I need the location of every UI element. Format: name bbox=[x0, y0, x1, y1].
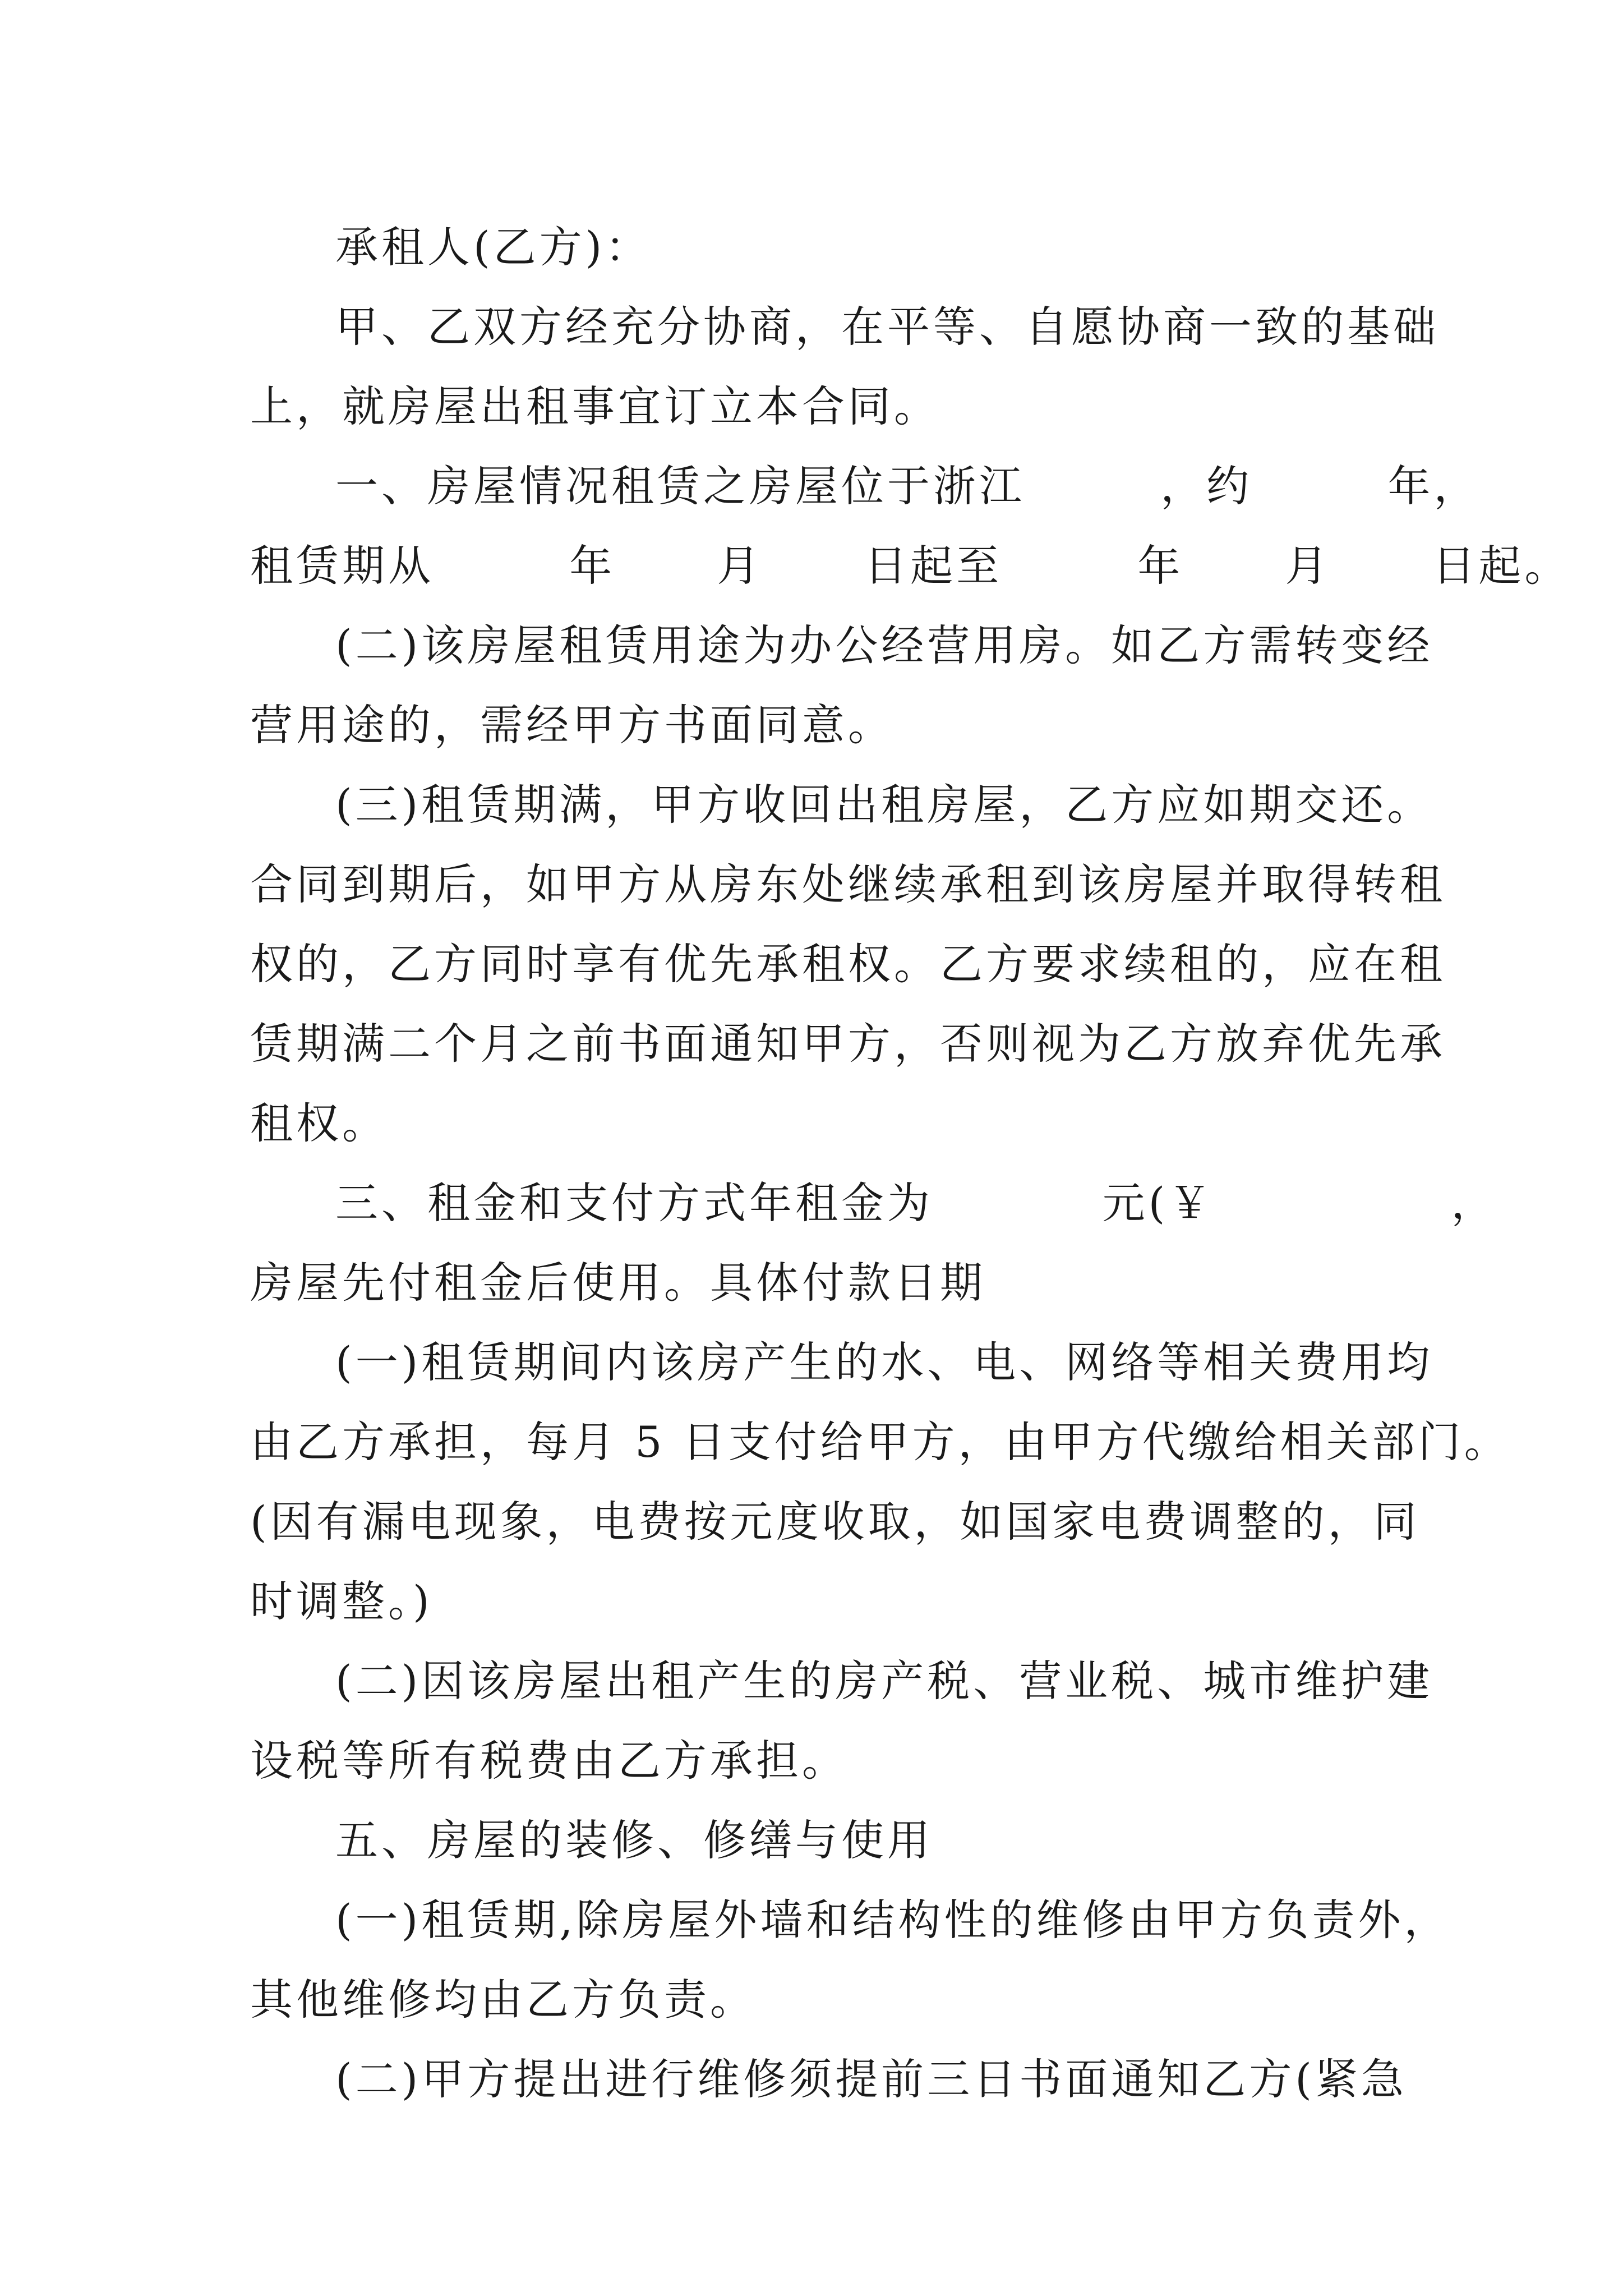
text-line: 设税等所有税费由乙方承担。 bbox=[250, 1736, 848, 1786]
text-line: 租赁期从 年 月 日起至 年 月 日起。 bbox=[250, 541, 1571, 591]
text-line: (二)甲方提出进行维修须提前三日书面通知乙方(紧急 bbox=[335, 2054, 1407, 2104]
text-line: (一)租赁期,除房屋外墙和结构性的维修由甲方负责外， bbox=[335, 1895, 1450, 1945]
text-line: 三、租金和支付方式年租金为 元(￥ ， bbox=[335, 1178, 1497, 1228]
text-line: 赁期满二个月之前书面通知甲方，否则视为乙方放弃优先承 bbox=[250, 1019, 1446, 1069]
text-line: 时调整。) bbox=[250, 1576, 433, 1626]
text-line: (一)租赁期间内该房产生的水、电、网络等相关费用均 bbox=[335, 1337, 1433, 1387]
text-line: 五、房屋的装修、修缮与使用 bbox=[335, 1815, 933, 1865]
text-line: (因有漏电现象，电费按元度收取，如国家电费调整的，同 bbox=[250, 1497, 1420, 1547]
text-line: 由乙方承担，每月 5 日支付给甲方，由甲方代缴给相关部门。 bbox=[250, 1417, 1510, 1467]
text-line: 上，就房屋出租事宜订立本合同。 bbox=[250, 381, 940, 431]
text-line: 甲、乙双方经充分协商，在平等、自愿协商一致的基础 bbox=[335, 302, 1439, 352]
text-line: 其他维修均由乙方负责。 bbox=[250, 1975, 756, 2024]
contract-body bbox=[250, 208, 1571, 2119]
text-line: 营用途的，需经甲方书面同意。 bbox=[250, 700, 894, 750]
text-line: (三)租赁期满，甲方收回出租房屋，乙方应如期交还。 bbox=[335, 780, 1433, 830]
text-line: 权的，乙方同时享有优先承租权。乙方要求续租的，应在租 bbox=[250, 939, 1446, 989]
text-line: 房屋先付租金后使用。具体付款日期 bbox=[250, 1258, 986, 1308]
text-line: (二)该房屋租赁用途为办公经营用房。如乙方需转变经 bbox=[335, 620, 1433, 670]
text-line: 合同到期后，如甲方从房东处继续承租到该房屋并取得转租 bbox=[250, 859, 1446, 909]
text-line: 承租人(乙方)： bbox=[335, 222, 652, 272]
text-line: (二)因该房屋出租产生的房产税、营业税、城市维护建 bbox=[335, 1656, 1433, 1706]
text-line: 租权。 bbox=[250, 1098, 388, 1148]
text-line: 一、房屋情况租赁之房屋位于浙江 ，约 年， bbox=[335, 461, 1480, 511]
